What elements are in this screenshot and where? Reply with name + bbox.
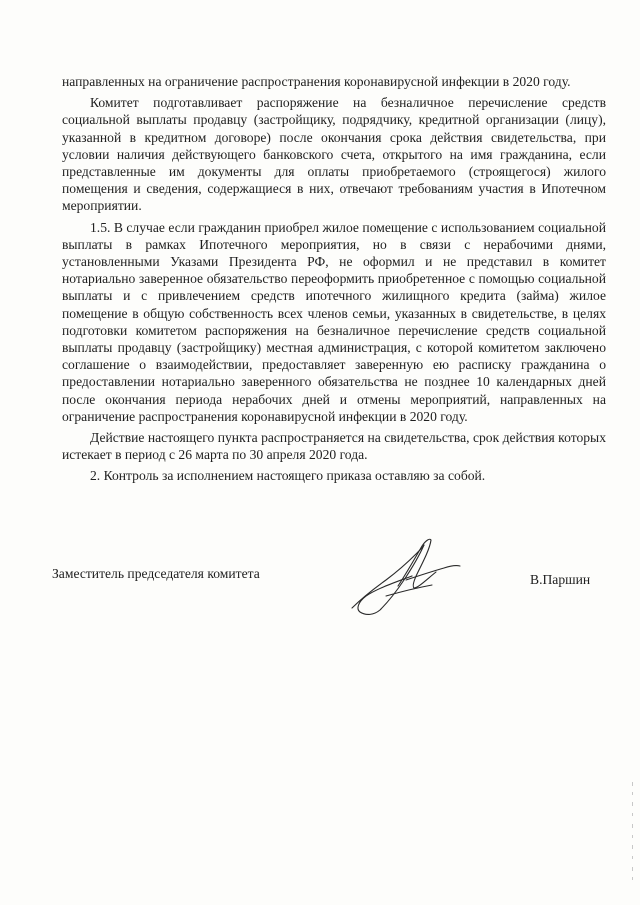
signer-title: Заместитель председателя комитета [52, 566, 260, 581]
scan-edge-marks [631, 782, 634, 882]
paragraph-clause-1-5: 1.5. В случае если гражданин приобрел жилое помещение с использованием социальной выплаты в рамках Ипотечного мероприятия, но в связи с нерабочими днями, установленными Указами Президента РФ, не оформил и не представил в комитет нотариально заверенное обязательство переоформить приобретенное с помощью социальной выплаты и с привлечением средств ипотечного жилищного кредита (займа) жилое помещение в общую собственность всех членов семьи, указанных в свидетельстве, в целях подготовки комитетом распоряжения на безналичное перечисление средств социальной выплаты продавцу (застройщику) местная администрация, с которой комитетом заключено соглашение о взаимодействии, предоставляет заверенную ею расписку гражданина о предоставлении нотариально заверенного обязательства не позднее 10 календарных дней после окончания периода нерабочих дней и отмены мероприятий, направленных на ограничение распространения коронавирусной инфекции в 2020 году. [62, 219, 606, 424]
signer-name: В.Паршин [530, 572, 591, 587]
paragraph-clause-2: 2. Контроль за исполнением настоящего приказа оставляю за собой. [90, 468, 486, 484]
handwritten-signature [346, 536, 462, 616]
document-body [62, 73, 606, 485]
paragraph-continuation: направленных на ограничение распространения коронавирусной инфекции в 2020 году. [62, 74, 571, 89]
paragraph-committee-order: Комитет подготавливает распоряжение на безналичное перечисление средств социальной выплаты продавцу (застройщику, подрядчику, кредитной организации (лицу), указанной в кредитном договоре) после окончания срока действия свидетельства, при условии наличия действующего банковского счета, открытого на имя гражданина, если представленные им документы для оплаты приобретаемого (строящегося) жилого помещения и сведения, содержащиеся в них, отвечают требованиям участия в Ипотечном мероприятии. [62, 95, 606, 214]
paragraph-validity: Действие настоящего пункта распространяется на свидетельства, срок действия которых истекает в период с 26 марта по 30 апреля 2020 года. [62, 430, 606, 463]
